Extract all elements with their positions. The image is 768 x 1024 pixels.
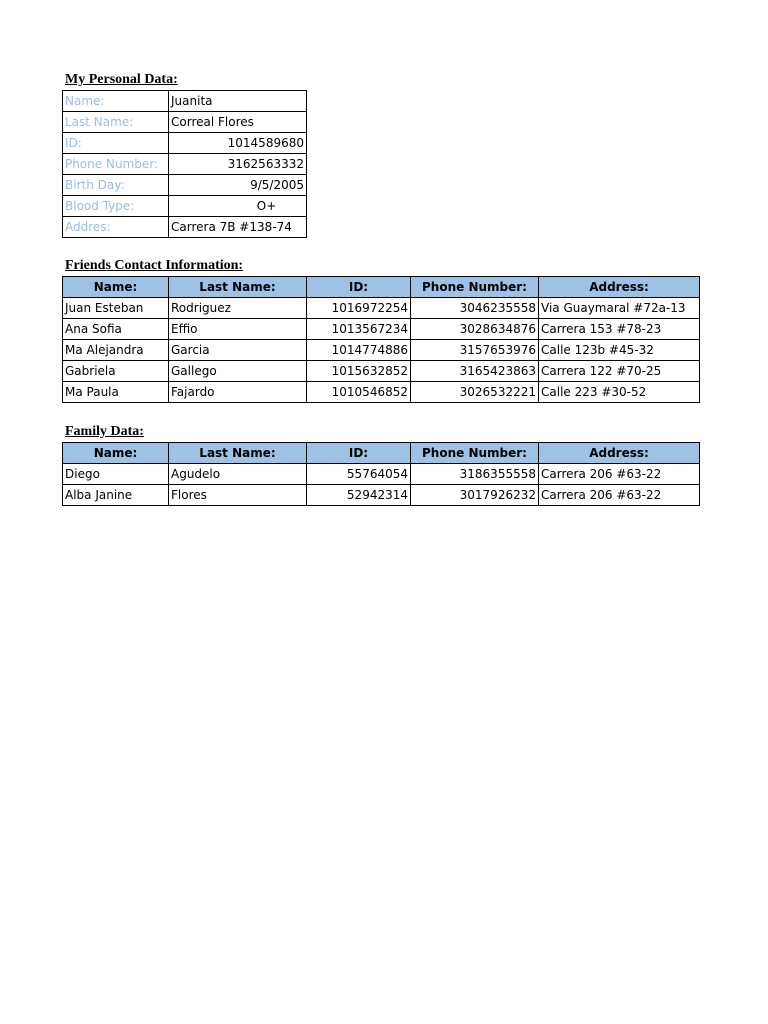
table-row xyxy=(63,319,700,340)
cell-phone: 3046235558 xyxy=(411,298,539,319)
cell-id: 1014774886 xyxy=(307,340,411,361)
cell-id: 55764054 xyxy=(307,464,411,485)
cell-phone: 3165423863 xyxy=(411,361,539,382)
cell-name: Alba Janine xyxy=(63,485,169,506)
cell-address: Via Guaymaral #72a-13 xyxy=(539,298,700,319)
cell-last-name: Rodriguez xyxy=(169,298,307,319)
address-label: Addres: xyxy=(63,217,169,238)
last-name-label: Last Name: xyxy=(63,112,169,133)
cell-phone: 3157653976 xyxy=(411,340,539,361)
birth-day-label: Birth Day: xyxy=(63,175,169,196)
last-name-value: Correal Flores xyxy=(169,112,307,133)
col-header-address: Address: xyxy=(539,443,700,464)
table-row xyxy=(63,485,700,506)
cell-phone: 3017926232 xyxy=(411,485,539,506)
cell-name: Gabriela xyxy=(63,361,169,382)
personal-row-blood-type xyxy=(63,196,307,217)
cell-id: 1016972254 xyxy=(307,298,411,319)
cell-address: Carrera 206 #63-22 xyxy=(539,485,700,506)
friends-header-row xyxy=(63,277,700,298)
cell-last-name: Flores xyxy=(169,485,307,506)
personal-row-phone xyxy=(63,154,307,175)
cell-id: 52942314 xyxy=(307,485,411,506)
cell-address: Carrera 206 #63-22 xyxy=(539,464,700,485)
family-header-row xyxy=(63,443,700,464)
cell-phone: 3028634876 xyxy=(411,319,539,340)
phone-value: 3162563332 xyxy=(169,154,307,175)
blood-type-value: O+ xyxy=(169,196,307,217)
blood-type-label: Blood Type: xyxy=(63,196,169,217)
cell-address: Carrera 122 #70-25 xyxy=(539,361,700,382)
col-header-phone: Phone Number: xyxy=(411,443,539,464)
id-value: 1014589680 xyxy=(169,133,307,154)
cell-name: Diego xyxy=(63,464,169,485)
col-header-last-name: Last Name: xyxy=(169,277,307,298)
table-row xyxy=(63,298,700,319)
cell-phone: 3186355558 xyxy=(411,464,539,485)
name-value: Juanita xyxy=(169,91,307,112)
cell-address: Calle 123b #45-32 xyxy=(539,340,700,361)
personal-row-last-name xyxy=(63,112,307,133)
cell-last-name: Effio xyxy=(169,319,307,340)
col-header-last-name: Last Name: xyxy=(169,443,307,464)
cell-name: Juan Esteban xyxy=(63,298,169,319)
personal-data-table xyxy=(62,90,307,238)
cell-last-name: Fajardo xyxy=(169,382,307,403)
personal-data-title: My Personal Data: xyxy=(65,72,178,87)
cell-name: Ma Paula xyxy=(63,382,169,403)
cell-name: Ma Alejandra xyxy=(63,340,169,361)
cell-id: 1010546852 xyxy=(307,382,411,403)
col-header-phone: Phone Number: xyxy=(411,277,539,298)
cell-last-name: Gallego xyxy=(169,361,307,382)
name-label: Name: xyxy=(63,91,169,112)
family-table xyxy=(62,442,700,506)
col-header-address: Address: xyxy=(539,277,700,298)
col-header-name: Name: xyxy=(63,443,169,464)
family-title: Family Data: xyxy=(65,424,144,439)
cell-id: 1015632852 xyxy=(307,361,411,382)
col-header-name: Name: xyxy=(63,277,169,298)
personal-row-address xyxy=(63,217,307,238)
cell-last-name: Agudelo xyxy=(169,464,307,485)
col-header-id: ID: xyxy=(307,443,411,464)
cell-address: Calle 223 #30-52 xyxy=(539,382,700,403)
cell-last-name: Garcia xyxy=(169,340,307,361)
personal-row-birth-day xyxy=(63,175,307,196)
table-row xyxy=(63,361,700,382)
personal-row-name xyxy=(63,91,307,112)
table-row xyxy=(63,340,700,361)
phone-label: Phone Number: xyxy=(63,154,169,175)
cell-id: 1013567234 xyxy=(307,319,411,340)
table-row xyxy=(63,382,700,403)
friends-title: Friends Contact Information: xyxy=(65,258,244,273)
table-row xyxy=(63,464,700,485)
id-label: ID: xyxy=(63,133,169,154)
friends-table xyxy=(62,276,700,403)
birth-day-value: 9/5/2005 xyxy=(169,175,307,196)
cell-name: Ana Sofia xyxy=(63,319,169,340)
personal-row-id xyxy=(63,133,307,154)
address-value: Carrera 7B #138-74 xyxy=(169,217,307,238)
cell-address: Carrera 153 #78-23 xyxy=(539,319,700,340)
cell-phone: 3026532221 xyxy=(411,382,539,403)
col-header-id: ID: xyxy=(307,277,411,298)
